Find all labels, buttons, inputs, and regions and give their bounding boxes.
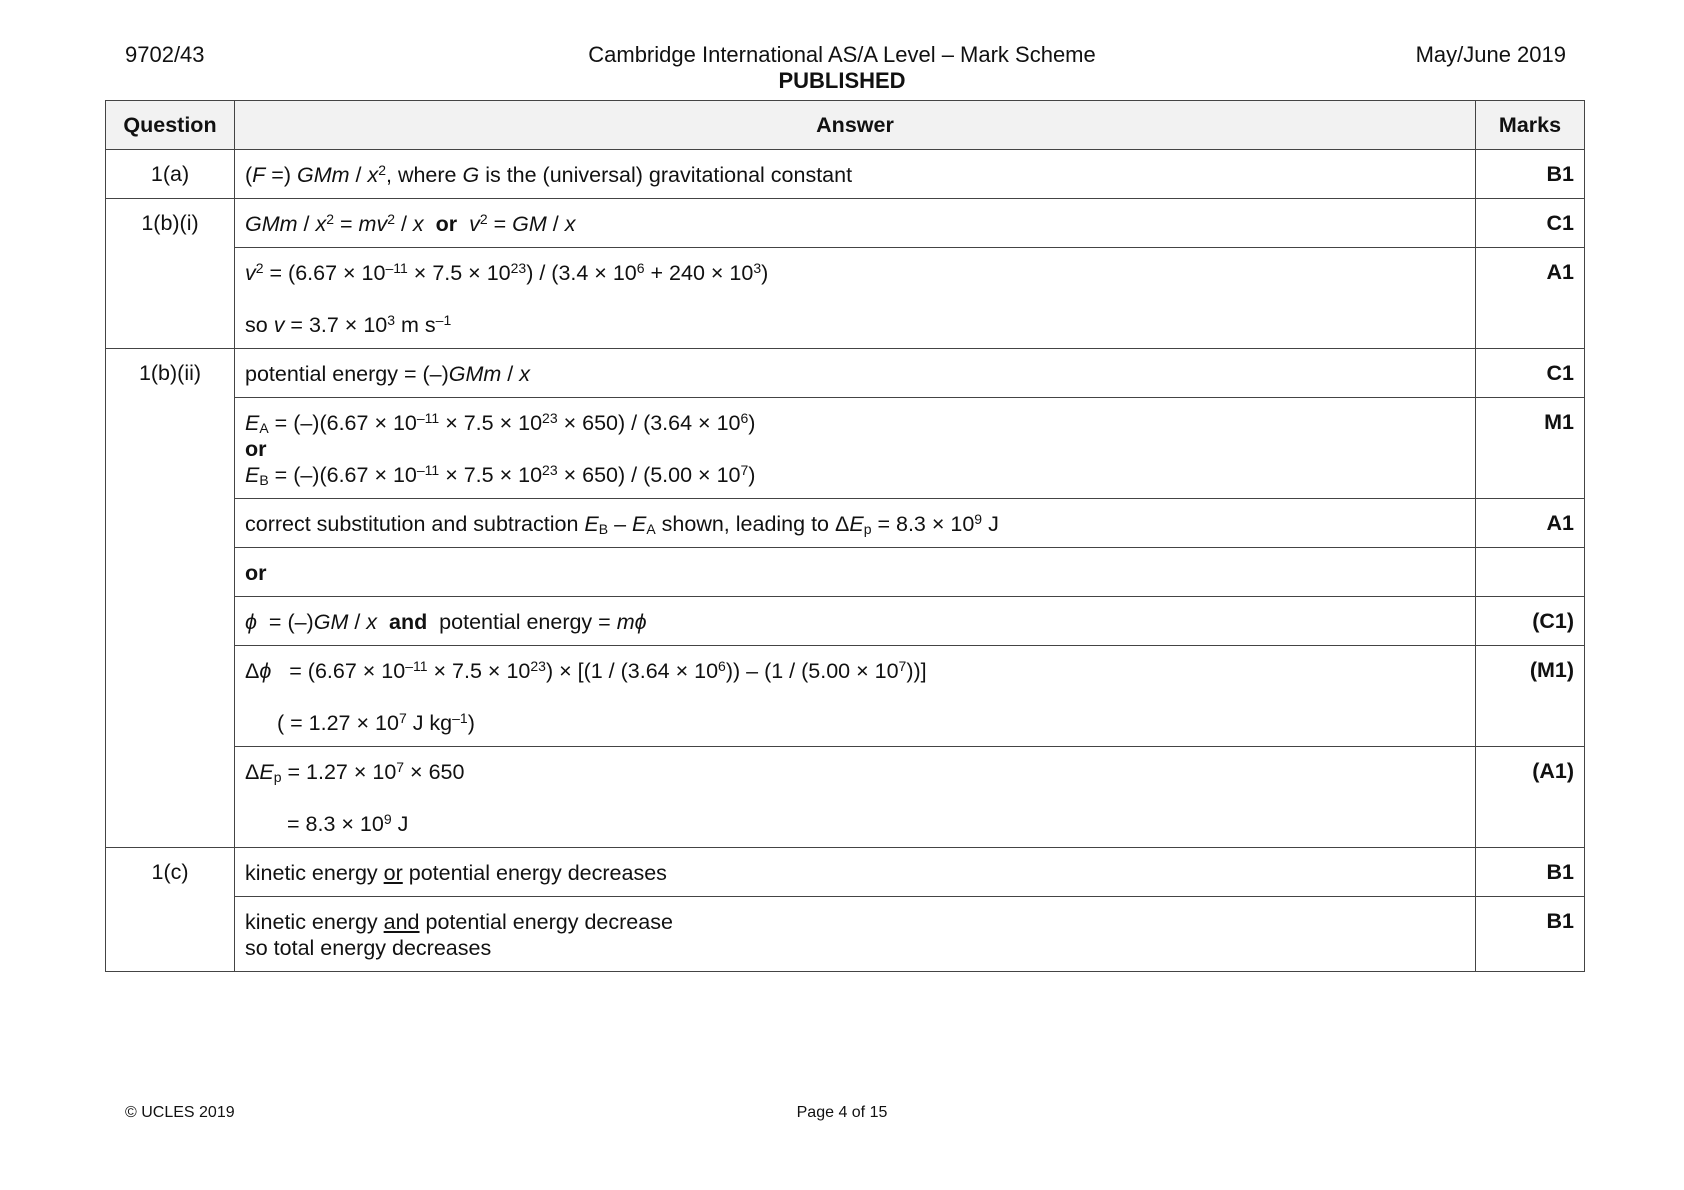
mark-cell: C1 (1476, 349, 1585, 398)
table-row (106, 248, 1585, 349)
answer-line: ( = $1.27 \times 10^7$ J $kg^{-1}$) (277, 710, 475, 735)
paper-code: 9702/43 (125, 42, 205, 67)
answer-cell (235, 199, 1476, 248)
question-cell: 1(c) (106, 848, 235, 972)
page-number: Page 4 of 15 (796, 1104, 888, 1121)
answer-line: or (245, 561, 267, 585)
answer-line: $\Delta\phi = (6.67 \times 10^{-11} \times 7.5 \times 10^{23}) \times [(1 / (3.64 \times 10^6)) - (1 / (5.00 \times 10^7))]$ (245, 658, 927, 683)
marks-column-header: Marks (1476, 101, 1585, 150)
mark-cell: B1 (1476, 150, 1585, 199)
mark-cell: (C1) (1476, 597, 1585, 646)
answer-line: GMm / $x^2 = mv^2 / x$ or $v^2$ = GM / x (245, 211, 576, 236)
table-row (106, 747, 1585, 848)
answer-cell (235, 398, 1476, 499)
mark-cell: B1 (1476, 897, 1585, 972)
mark-cell: C1 (1476, 199, 1585, 248)
answer-line: so $v = 3.7 \times 10^3$ m $s^{-1}$ (245, 312, 452, 337)
answer-cell (235, 349, 1476, 398)
answer-line: or (245, 437, 267, 461)
mark-cell: M1 (1476, 398, 1585, 499)
answer-cell (235, 548, 1476, 597)
answer-cell (235, 499, 1476, 548)
answer-line: ϕ = (–)GM / x and potential energy = mϕ (245, 610, 647, 634)
answer-cell (235, 646, 1476, 747)
answer-column-header: Answer (235, 101, 1476, 150)
table-row (106, 646, 1585, 747)
table-row (106, 848, 1585, 897)
answer-line: $\Delta E_p = 1.27 \times 10^7 \times 650$ (245, 759, 465, 785)
answer-line: $v^2 = (6.67 \times 10^{-11} \times 7.5 \times 10^{23}) / (3.4 \times 10^6 + 240 \times 10^3)$ (245, 260, 769, 285)
question-cell: 1(a) (106, 150, 235, 199)
table-row (106, 499, 1585, 548)
table-header-row (106, 101, 1585, 150)
table-row (106, 199, 1585, 248)
answer-cell (235, 747, 1476, 848)
table-row (106, 597, 1585, 646)
answer-line: kinetic energy or potential energy decreases (245, 861, 667, 885)
answer-cell (235, 248, 1476, 349)
answer-line: correct substitution and subtraction $E_B - E_A$ shown, leading to $\Delta E_p = 8.3 \times 10^9$ J (245, 511, 999, 537)
mark-cell: A1 (1476, 499, 1585, 548)
answer-line: potential energy = (–)GMm / x (245, 362, 530, 386)
table-row (106, 349, 1585, 398)
question-cell: 1(b)(i) (106, 199, 235, 349)
answer-line: $E_B = (-)(6.67 \times 10^{-11} \times 7.5 \times 10^{23} \times 650) / (5.00 \times 10^7)$ (245, 462, 756, 488)
question-column-header: Question (106, 101, 235, 150)
published-label: PUBLISHED (778, 68, 906, 93)
answer-cell (235, 150, 1476, 199)
mark-cell: A1 (1476, 248, 1585, 349)
table-row (106, 150, 1585, 199)
answer-line: (F =) GMm / $x^2$, where G is the (universal) gravitational constant (245, 162, 853, 187)
answer-line: $E_A = (-)(6.67 \times 10^{-11} \times 7.5 \times 10^{23} \times 650) / (3.64 \times 10^6)$ (245, 410, 756, 436)
copyright-notice: © UCLES 2019 (125, 1104, 235, 1121)
answer-cell (235, 848, 1476, 897)
table-row (106, 398, 1585, 499)
answer-line: = $8.3 \times 10^9$ J (287, 811, 409, 836)
mark-cell (1476, 548, 1585, 597)
question-cell: 1(b)(ii) (106, 349, 235, 848)
answer-cell (235, 597, 1476, 646)
mark-cell: (M1) (1476, 646, 1585, 747)
mark-cell: B1 (1476, 848, 1585, 897)
answer-line: so total energy decreases (245, 936, 492, 960)
answer-line: kinetic energy and potential energy decrease (245, 910, 673, 934)
answer-cell (235, 897, 1476, 972)
document-title: Cambridge International AS/A Level – Mark Scheme (588, 42, 1096, 67)
table-row (106, 897, 1585, 972)
table-row (106, 548, 1585, 597)
mark-scheme-table (105, 100, 1585, 972)
mark-cell: (A1) (1476, 747, 1585, 848)
exam-session: May/June 2019 (1415, 42, 1566, 67)
